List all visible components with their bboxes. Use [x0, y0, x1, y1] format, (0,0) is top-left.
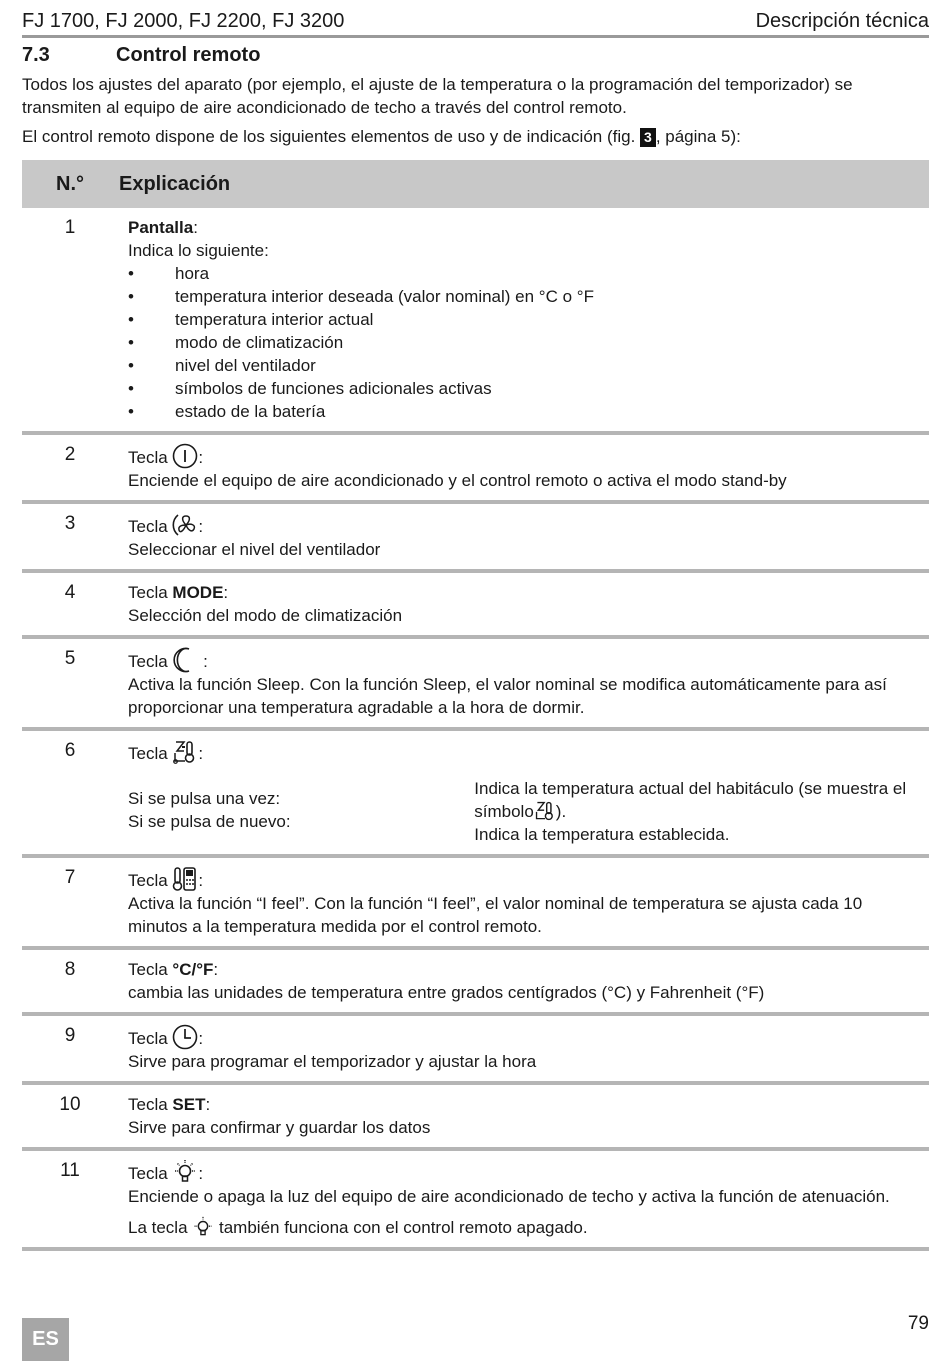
- controls-table: [22, 160, 929, 1251]
- table-row: 7 Tecla : Activa la función “I feel”. Con la función “I feel”, el valor nominal de temperatura se ajusta cada 10 minutos a la temperatura medida por el control remoto.: [22, 856, 929, 948]
- table-row: 1 Pantalla: Indica lo siguiente: • hora • temperatura interior deseada (valor nominal) en °C o °F • temperatura interior actual • modo de climatización • nivel del ventilador • símbolos de funciones adicionales activas • estado de la batería: [22, 208, 929, 433]
- page-header: [22, 0, 929, 38]
- light-icon: [172, 1159, 198, 1185]
- table-row: 5 Tecla : Activa la función Sleep. Con la función Sleep, el valor nominal se modifica automáticamente para así proporcionar una temperatura agradable a la hora de dormir.: [22, 637, 929, 729]
- list-item: • hora: [128, 262, 925, 285]
- header-models: FJ 1700, FJ 2000, FJ 2200, FJ 3200: [22, 10, 345, 32]
- moon-icon: [172, 647, 198, 673]
- display-items: [128, 262, 925, 423]
- light-icon: [192, 1216, 214, 1238]
- list-item: • modo de climatización: [128, 331, 925, 354]
- header-chapter: Descripción técnica: [755, 10, 929, 32]
- fan-icon: [172, 512, 198, 538]
- table-row: 9 Tecla : Sirve para programar el temporizador y ajustar la hora: [22, 1014, 929, 1083]
- language-badge: ES: [22, 1318, 69, 1361]
- table-row: 3 Tecla : Seleccionar el nivel del ventilador: [22, 502, 929, 571]
- figure-reference: 3: [640, 128, 656, 147]
- table-row: 2 Tecla : Enciende el equipo de aire acondicionado y el control remoto o activa el modo stand-by: [22, 433, 929, 502]
- unit-key-label: °C/°F: [172, 960, 214, 979]
- list-item: • estado de la batería: [128, 400, 925, 423]
- press-explanation: Si se pulsa una vez: Si se pulsa de nuevo: Indica la temperatura actual del habitáculo (se muestra el símbolo ). Indica la temperatura establecida.: [128, 779, 907, 844]
- header-explanation: Explicación: [118, 160, 929, 208]
- table-row: 6 Tecla : Si se pulsa una vez: Si se pulsa de nuevo: Indica la temperatura actual del habitáculo (se muestra el símbolo ). Indica la temperatura establecida.: [22, 729, 929, 856]
- header-number: N.°: [22, 160, 118, 208]
- table-row: 11 Tecla : Enciende o apaga la luz del equipo de aire acondicionado de techo y activa la función de atenuación. La tecla también funciona con el control remoto apagado.: [22, 1149, 929, 1249]
- table-row: 4 Tecla MODE: Selección del modo de climatización: [22, 571, 929, 637]
- power-icon: [172, 443, 198, 469]
- list-item: • temperatura interior deseada (valor nominal) en °C o °F: [128, 285, 925, 308]
- mode-key-label: MODE: [172, 583, 224, 602]
- section-heading: Control remoto: [116, 44, 261, 66]
- intro-reference: El control remoto dispone de los siguientes elementos de uso y de indicación (fig. 3 , página 5):: [22, 127, 741, 146]
- list-item: • temperatura interior actual: [128, 308, 925, 331]
- room-temperature-icon: [172, 739, 198, 765]
- display-title: Pantalla: [128, 218, 194, 237]
- section-number: 7.3: [22, 44, 50, 66]
- page-number: 79: [907, 1313, 929, 1334]
- table-header: [22, 160, 929, 208]
- section-title: [22, 44, 929, 67]
- list-item: • nivel del ventilador: [128, 354, 925, 377]
- table-row: 10 Tecla SET: Sirve para confirmar y guardar los datos: [22, 1083, 929, 1149]
- i-feel-icon: [172, 866, 198, 892]
- room-temperature-icon: [534, 800, 556, 822]
- list-item: • símbolos de funciones adicionales activas: [128, 377, 925, 400]
- set-key-label: SET: [172, 1095, 206, 1114]
- page: [22, 0, 929, 1251]
- intro-paragraph: Todos los ajustes del aparato (por ejemplo, el ajuste de la temperatura o la programación del temporizador) se transmiten al equipo de aire acondicionado de techo a través del control remoto.: [22, 75, 853, 117]
- table-row: 8 Tecla °C/°F: cambia las unidades de temperatura entre grados centígrados (°C) y Fahrenheit (°F): [22, 948, 929, 1014]
- clock-icon: [172, 1024, 198, 1050]
